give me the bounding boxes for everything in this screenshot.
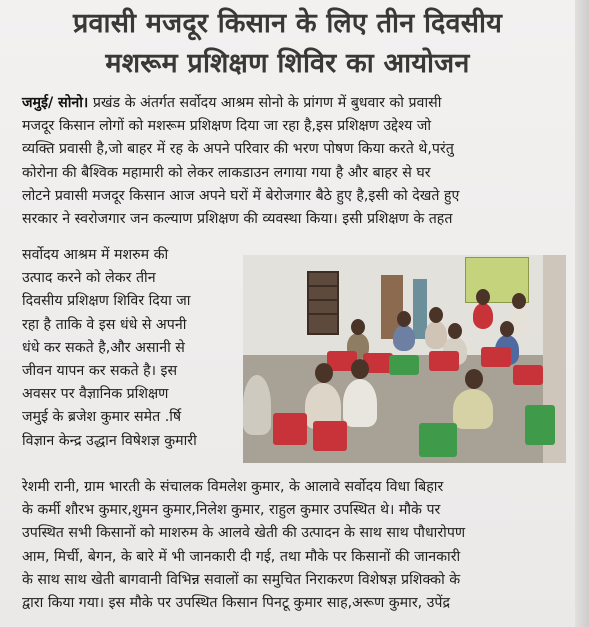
article-line: अवसर पर वैज्ञानिक प्रशिक्षण <box>22 386 169 403</box>
chair <box>419 423 457 457</box>
article-line: रेशमी रानी, ग्राम भारती के संचालक विमलेश कुमार, के आलावे सर्वोदय विधा बिहार <box>22 479 444 495</box>
attendee-head <box>512 293 526 309</box>
article-line: जीवन यापन कर सकते है। इस <box>22 363 178 380</box>
attendee-head <box>465 369 483 389</box>
photo-window <box>307 271 339 335</box>
chair <box>513 365 543 385</box>
attendee-head <box>351 359 369 379</box>
headline-line-2: मशरूम प्रशिक्षण शिविर का आयोजन <box>105 48 470 79</box>
attendee <box>453 389 493 429</box>
attendee <box>243 375 271 435</box>
chair <box>429 351 459 371</box>
article-line: विज्ञान केन्द्र उद्धान विषेशज्ञ कुमारी <box>22 432 197 449</box>
article-column <box>22 244 240 453</box>
attendee-head <box>500 321 514 337</box>
headline <box>0 4 575 84</box>
headline-line-1: प्रवासी मजदूर किसान के लिए तीन दिवसीय <box>72 8 503 39</box>
attendee <box>473 303 493 329</box>
article-intro <box>22 92 562 231</box>
page-edge-shadow <box>575 0 589 627</box>
article-line: द्वारा किया गया। इस मौके पर उपस्थित किसान पिनटू कुमार साह,अरूण कुमार, उपेंद्र <box>22 595 451 612</box>
article-line: मजदूर किसान लोगों को मशरूम प्रशिक्षण दिया जा रहा है,इस प्रशिक्षण उद्देश्य जो <box>22 118 432 135</box>
article-line: आम, मिर्ची, बेगन, के बारे में भी जानकारी दी गई, तथा मौके पर किसानों की जानकारी <box>22 548 461 565</box>
attendee <box>393 325 415 351</box>
attendee-head <box>429 307 443 323</box>
chair <box>389 355 419 375</box>
chair <box>313 421 347 451</box>
dateline: जमुई/ सोनो। <box>22 95 89 111</box>
article-line: धंधे कर सकते है,और असानी से <box>22 339 185 356</box>
attendee <box>343 379 377 427</box>
chair <box>273 413 307 445</box>
article-line: उपस्थित सभी किसानों को माशरुम के आलवे खेती की उत्पादन के साथ साथ पौधारोपण <box>22 525 466 542</box>
training-session-photo <box>243 255 566 463</box>
article-line: सर्वोदय आश्रम में मशरुम की <box>22 247 169 263</box>
article-line: के कर्मी शौरभ कुमार,शुमन कुमार,निलेश कुमार, राहुल कुमार उपस्थित थे। मौके पर <box>22 502 441 519</box>
article-line: रहा है ताकि वे इस धंधे से अपनी <box>22 316 187 333</box>
article-line: कोरोना की बैश्विक महामारी को लेकर लाकडाउन लगाया गया है और बाहर से घर <box>22 164 431 181</box>
article-continuation <box>22 476 562 615</box>
article-line: लोटने प्रवासी मजदूर किसान आज अपने घरों में बेरोजगार बैठे हुए है,इसी को देखते हुए <box>22 187 460 204</box>
attendee-head <box>351 319 365 335</box>
chair <box>481 347 511 367</box>
attendee-head <box>448 323 462 339</box>
chair <box>525 405 555 445</box>
article-line: जमुई के ब्रजेश कुमार समेत .र्षि <box>22 409 182 426</box>
article-line: सरकार ने स्वरोजगार जन कल्याण प्रशिक्षण की व्यवस्था किया। इसी प्रशिक्षण के तहत <box>22 211 453 228</box>
article-line: जमुई/ सोनो। प्रखंड के अंतर्गत सर्वोदय आश्रम सोनो के प्रांगण में बुधवार को प्रवासी <box>22 95 442 111</box>
attendee-head <box>315 363 333 383</box>
article-line: दिवसीय प्रशिक्षण शिविर दिया जा <box>22 293 191 310</box>
article-line: व्यक्ति प्रवासी है,जो बाहर में रह के अपने परिवार की भरण पोषण किया करते थे,परंतु <box>22 141 454 158</box>
attendee-head <box>476 289 490 305</box>
article-line: उत्पाद करने को लेकर तीन <box>22 270 156 287</box>
attendee-head <box>397 311 411 327</box>
article-line: के साथ साथ खेती बागवानी विभिन्न सवालों का समुचित निराकरण विशेषज्ञ प्रशिक्को के <box>22 571 461 588</box>
